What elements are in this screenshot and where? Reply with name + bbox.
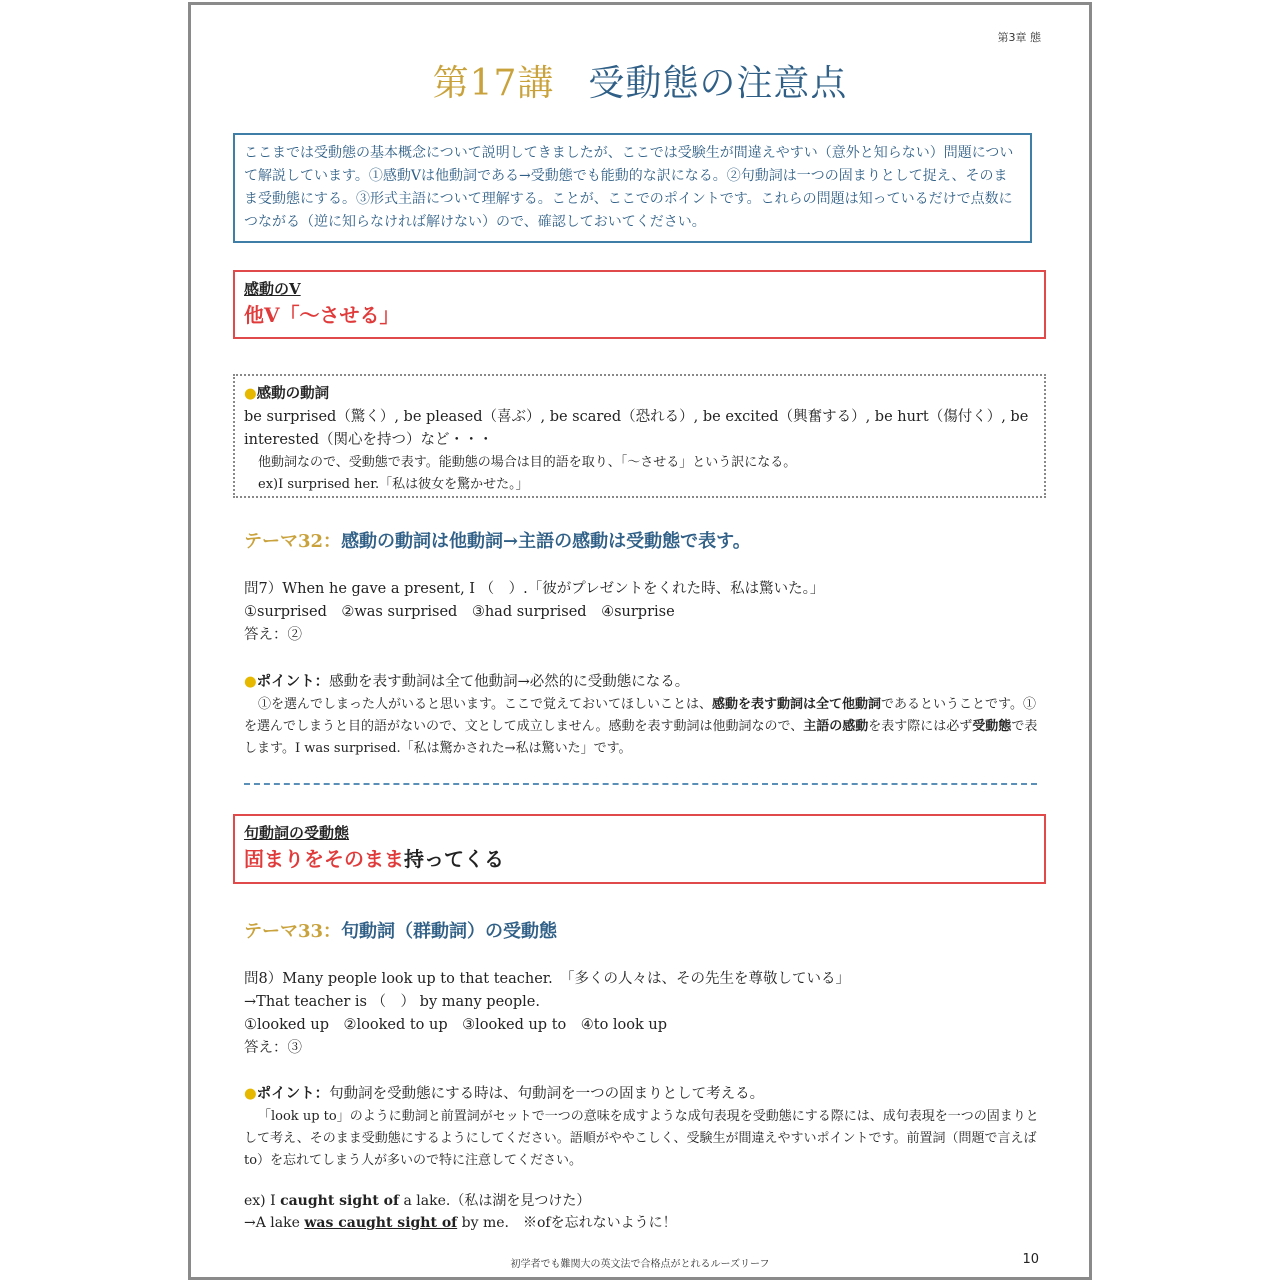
footer-text: 初学者でも難関大の英文法で合格点がとれるルーズリーフ bbox=[510, 1259, 770, 1270]
point-body: 「look up to」のように動詞と前置詞がセットで一つの意味を成すような成句表現を受動態にする際には、成句表現を一つの固まりとして考え、そのまま受動態にするようにしてください。語順がややこしく、受験生が間違えやすいポイントです。前置詞（問題で言えばto）を忘れてしまう人が多いので特に注意してください。 bbox=[244, 1109, 1039, 1168]
theme-text: 感動の動詞は他動詞→主語の感動は受動態で表す。 bbox=[341, 531, 751, 552]
example-line-passive: →A lake was caught sight of by me. ※ofを忘れないように！ bbox=[244, 1215, 677, 1231]
lecture-name: 受動態の注意点 bbox=[588, 63, 848, 104]
rule-box-heading: 感動のV bbox=[244, 280, 301, 298]
point-summary: 感動を表す動詞は全て他動詞→必然的に受動態になる。 bbox=[329, 674, 690, 690]
theme-33 bbox=[244, 917, 557, 943]
point-label: ポイント： bbox=[256, 673, 330, 690]
question-text: 問8）Many people look up to that teacher. 「多くの人々は、その先生を尊敬している」 bbox=[244, 971, 850, 987]
rule-box-rule: 固まりをそのまま持ってくる bbox=[244, 847, 504, 871]
example-line-active: ex) I caught sight of a lake.（私は湖を見つけた） bbox=[244, 1193, 591, 1209]
point-1 bbox=[244, 670, 1039, 760]
rule-box-emotion-verb bbox=[233, 270, 1046, 339]
verbs-heading: 感動の動詞 bbox=[256, 385, 330, 402]
page-title bbox=[191, 55, 1089, 106]
question-8 bbox=[244, 968, 1039, 1060]
question-answer: 答え：② bbox=[244, 627, 302, 643]
theme-label: テーマ32： bbox=[244, 531, 342, 552]
question-choices: ①surprised ②was surprised ③had surprised ④surprise bbox=[244, 604, 675, 620]
page bbox=[188, 2, 1092, 1280]
bullet-icon: ● bbox=[244, 1086, 257, 1102]
chapter-label: 第3章 態 bbox=[997, 31, 1041, 44]
point-2 bbox=[244, 1082, 1039, 1172]
question-answer: 答え：③ bbox=[244, 1040, 302, 1056]
emotion-verbs-box bbox=[233, 374, 1046, 498]
intro-box: ここまでは受動態の基本概念について説明してきましたが、ここでは受験生が間違えやすい（意外と知らない）問題について解説しています。①感動Vは他動詞である→受動態でも能動的な訳になる。②句動詞は一つの固まりとして捉え、そのまま受動態にする。③形式主語について理解する。ことが、ここでのポイントです。これらの問題は知っているだけで点数につながる（逆に知らなければ解けない）ので、確認しておいてください。 bbox=[233, 133, 1032, 243]
question-7 bbox=[244, 578, 1039, 647]
rule-box-heading: 句動詞の受動態 bbox=[244, 824, 350, 842]
bullet-icon: ● bbox=[244, 674, 257, 690]
bullet-icon: ● bbox=[244, 386, 257, 402]
point-summary: 句動詞を受動態にする時は、句動詞を一つの固まりとして考える。 bbox=[329, 1086, 765, 1102]
rule-box-rule: 他V「～させる」 bbox=[244, 303, 400, 327]
theme-label: テーマ33： bbox=[244, 921, 342, 942]
lecture-number: 第17講 bbox=[432, 63, 555, 104]
point-body: ①を選んでしまった人がいると思います。ここで覚えておいてほしいことは、感動を表す動詞は全て他動詞であるということです。①を選んでしまうと目的語がないので、文として成立しません。感動を表す動詞は他動詞なので、主語の感動を表す際には必ず受動態で表します。I was surprised.「私は驚かされた→私は驚いた」です。 bbox=[244, 697, 1038, 756]
verbs-example: ex)I surprised her.「私は彼女を驚かせた。」 bbox=[258, 477, 529, 492]
question-rewrite: →That teacher is （ ） by many people. bbox=[244, 994, 540, 1010]
section-divider bbox=[244, 783, 1037, 785]
verbs-list: be surprised（驚く）, be pleased（喜ぶ）, be scared（恐れる）, be excited（興奮する）, be hurt（傷付く）, be interested（関心を持つ）など・・・ bbox=[244, 409, 1029, 448]
theme-text: 句動詞（群動詞）の受動態 bbox=[341, 921, 558, 942]
rule-box-phrasal-verb bbox=[233, 814, 1046, 884]
point-label: ポイント： bbox=[256, 1085, 330, 1102]
theme-32 bbox=[244, 527, 751, 553]
verbs-note: 他動詞なので、受動態で表す。能動態の場合は目的語を取り、「～させる」という訳になる。 bbox=[258, 455, 797, 470]
page-number: 10 bbox=[1022, 1252, 1039, 1267]
question-text: 問7）When he gave a present, I （ ）.「彼がプレゼントをくれた時、私は驚いた。」 bbox=[244, 581, 825, 597]
example-2 bbox=[244, 1190, 1039, 1234]
question-choices: ①looked up ②looked to up ③looked up to ④to look up bbox=[244, 1017, 668, 1033]
